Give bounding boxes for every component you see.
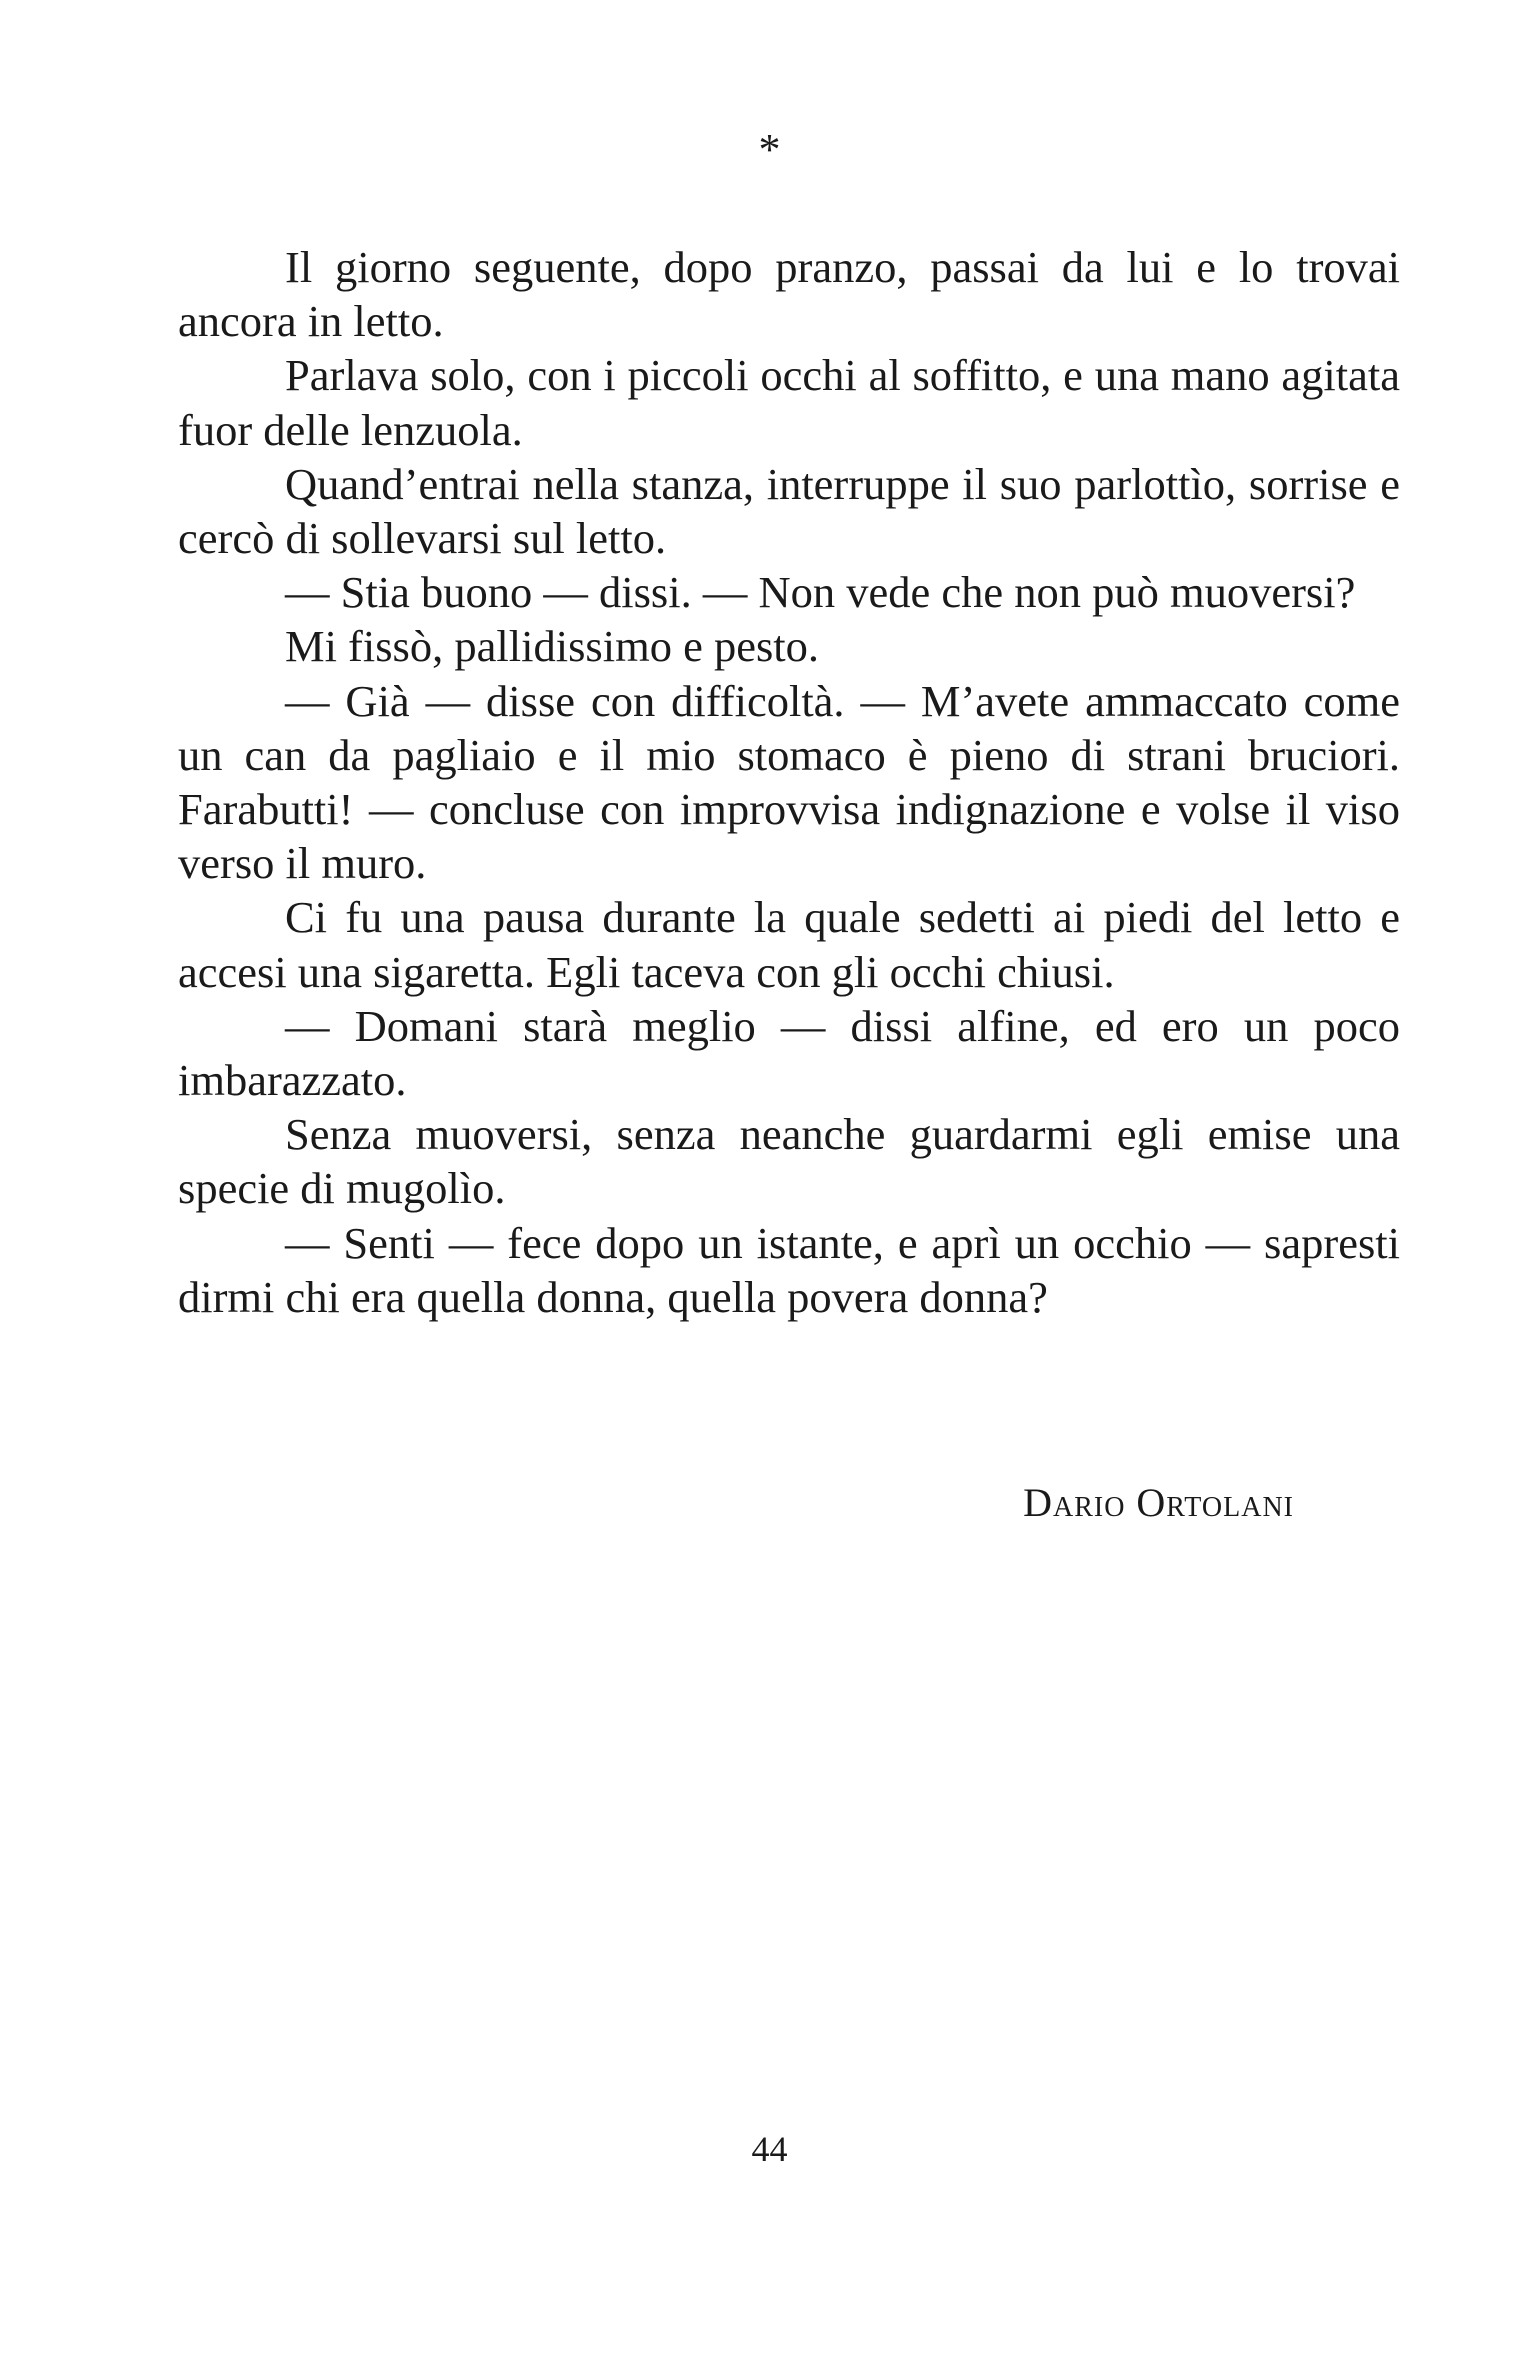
paragraph: Mi fissò, pallidissimo e pesto. [285, 621, 819, 672]
paragraph: — Stia buono — dissi. — Non vede che non può muoversi? [285, 567, 1356, 618]
paragraph: — Domani starà meglio — dissi alfine, ed ero un poco imbarazzato. [178, 1000, 1400, 1106]
paragraph: Il giorno seguente, dopo pranzo, passai da lui e lo trovai ancora in letto. [178, 242, 1400, 347]
section-break-asterisk: * [758, 125, 781, 174]
paragraph: — Senti — fece dopo un istante, e aprì un occhio — sapresti dirmi chi era quella donna, quella povera donna? [178, 1217, 1400, 1322]
paragraph: Ci fu una pausa durante la quale sedetti ai piedi del letto e accesi una sigaretta. Egli taceva con gli occhi chiusi. [178, 892, 1400, 997]
paragraph: — Già — disse con difficoltà. — M’avete ammaccato come un can da pagliaio e il mio stomaco è pieno di strani bruciori. Farabutti! — concluse con improvvisa indignazione e volse il viso verso il muro. [178, 675, 1400, 889]
paragraph: Senza muoversi, senza neanche guardarmi egli emise una specie di mugolìo. [178, 1109, 1400, 1214]
paragraph: Quand’entrai nella stanza, interruppe il suo parlottìo, sorrise e cercò di sollevarsi sul letto. [178, 458, 1400, 564]
author-signature: Dario Ortolani [1023, 1480, 1294, 1525]
page-number: 44 [751, 2129, 788, 2169]
paragraph: Parlava solo, con i piccoli occhi al soffitto, e una mano agitata fuor delle lenzuola. [178, 350, 1400, 455]
story-text [178, 240, 1400, 1324]
